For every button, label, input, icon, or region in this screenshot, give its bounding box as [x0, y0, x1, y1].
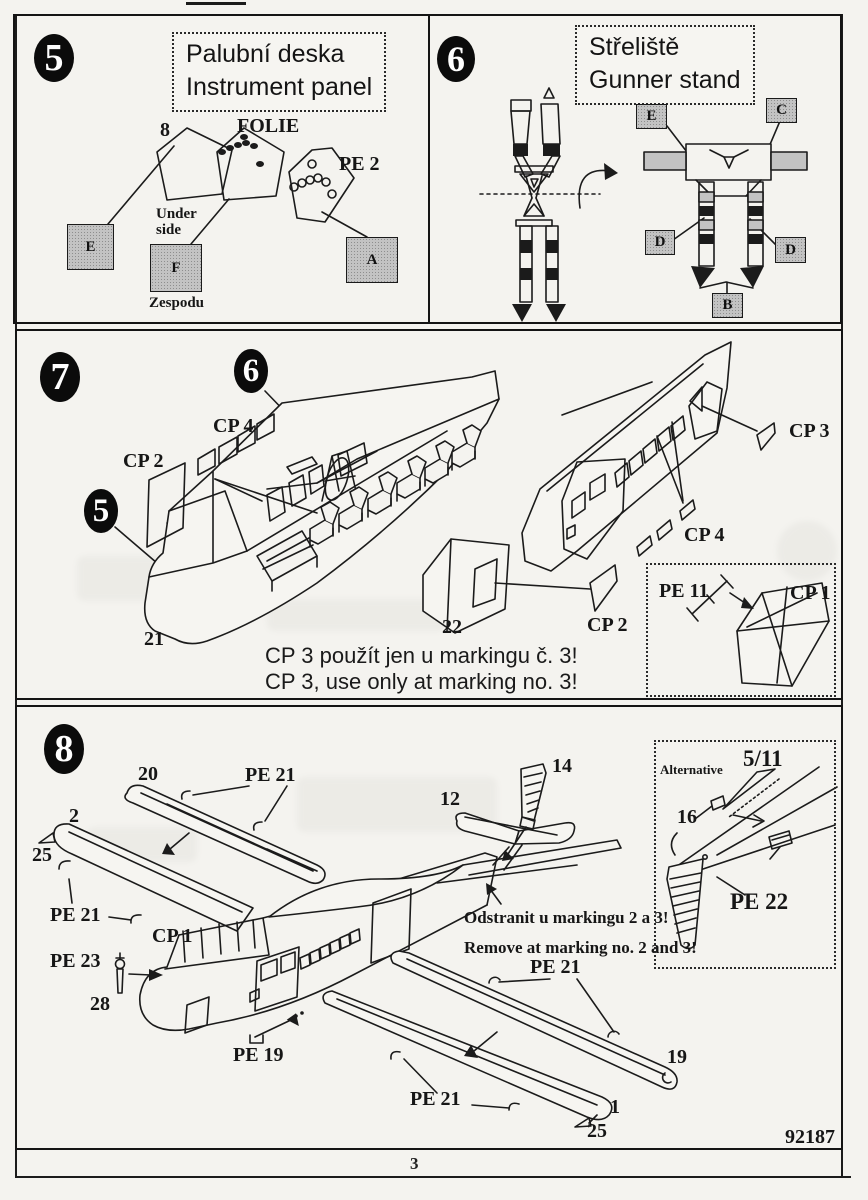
step6-title-cz: Střeliště — [589, 33, 680, 61]
alternative-label: Alternative — [660, 762, 723, 777]
part8-label: 8 — [160, 119, 170, 141]
sprue-letter-a: A — [366, 251, 378, 268]
sprue-letter-d-right: D — [785, 241, 796, 258]
step8-number-badge — [44, 724, 84, 774]
sprue-box-e6 — [636, 104, 667, 129]
step5-title-cz: Palubní deska — [186, 40, 345, 68]
pe22-label: PE 22 — [730, 889, 789, 914]
pe19-pointer — [250, 1012, 301, 1043]
pe23-label: PE 23 — [50, 950, 101, 972]
sprue-box-d-left — [645, 230, 675, 255]
pe11-label: PE 11 — [659, 580, 709, 602]
zespodu-label: Zespodu — [149, 295, 205, 311]
sprue-box-a — [346, 237, 398, 283]
step7-number: 7 — [50, 356, 70, 398]
fuselage-assembly-drawing — [140, 840, 621, 1033]
step7-panel — [15, 329, 843, 700]
page-border-bottom — [17, 1176, 851, 1178]
sprue-letter-d-left: D — [654, 234, 666, 250]
cp2-right-part — [590, 565, 617, 611]
step8-note-en: Remove at marking no. 2 and 3! — [464, 938, 697, 957]
sprue-letter-c: C — [776, 102, 787, 118]
cp3-label: CP 3 — [789, 420, 830, 442]
step5-number-badge — [34, 34, 74, 82]
underside-label-line1: Under — [156, 206, 197, 222]
sprue-box-d-right — [775, 237, 806, 263]
step8-number: 8 — [54, 728, 74, 770]
part2-label: 2 — [69, 805, 79, 827]
part-5-11-label: 5/11 — [743, 746, 783, 771]
sprue-letter-e: E — [85, 238, 96, 255]
part14-label: 14 — [552, 755, 572, 777]
step5-reference: 5 — [92, 492, 110, 529]
cp1-label: CP 1 — [152, 925, 193, 947]
part28-label: 28 — [90, 993, 110, 1015]
scan-artifact-dash — [186, 2, 246, 5]
step6-title-en: Gunner stand — [589, 66, 741, 94]
part20-label: 20 — [138, 763, 158, 785]
part16-label: 16 — [677, 806, 697, 828]
sprue-box-e — [67, 224, 114, 270]
part22-label: 22 — [442, 616, 462, 638]
step6-number-badge — [437, 36, 475, 82]
step5-panel — [13, 14, 430, 324]
step6-panel — [428, 14, 842, 324]
sprue-box-b — [712, 293, 743, 318]
step8-panel — [15, 705, 843, 1150]
sprue-box-f — [150, 244, 202, 292]
catalog-number: 92187 — [785, 1126, 835, 1148]
sprue-box-c — [766, 98, 797, 123]
part1-label: 1 — [610, 1096, 620, 1118]
pe2-label: PE 2 — [339, 153, 380, 175]
page-number: 3 — [410, 1154, 419, 1173]
pe21-top-label: PE 21 — [245, 764, 296, 786]
pe21-bottom-label: PE 21 — [410, 1088, 461, 1110]
pe21-left-label: PE 21 — [50, 904, 101, 926]
part25-bottom-label: 25 — [587, 1120, 607, 1142]
step5-title-en: Instrument panel — [186, 73, 373, 101]
step6-reference: 6 — [242, 352, 260, 389]
pe21-mid-label: PE 21 — [530, 956, 581, 978]
cp2-left-label: CP 2 — [123, 450, 164, 472]
cp2-right-label: CP 2 — [587, 614, 628, 636]
step6-title-box — [575, 25, 755, 105]
wing-part1-drawing — [323, 991, 612, 1127]
folie-film-part — [217, 128, 284, 200]
sprue-letter-b: B — [722, 297, 733, 313]
cp4-right-label: CP 4 — [684, 524, 725, 546]
pe23-part-and-arrow — [116, 953, 164, 993]
step8-note-cz: Odstranit u markingu 2 a 3! — [464, 908, 669, 927]
step7-number-badge — [40, 352, 80, 402]
stabilizer-part12-drawing — [456, 813, 575, 870]
step6-number: 6 — [447, 39, 465, 79]
folie-label: FOLIE — [237, 115, 300, 137]
step5-number: 5 — [44, 37, 64, 79]
step6-reference-badge — [234, 349, 268, 393]
step5-reference-badge — [84, 489, 118, 533]
pe19-label: PE 19 — [233, 1044, 284, 1066]
cp1-inset-label: CP 1 — [790, 582, 831, 604]
cp4-left-label: CP 4 — [213, 415, 254, 437]
underside-label-line2: side — [156, 222, 182, 238]
step7-note-en: CP 3, use only at marking no. 3! — [265, 669, 578, 694]
gunner-stand-front-view — [511, 88, 566, 322]
step7-note-cz: CP 3 použít jen u markingu č. 3! — [265, 643, 578, 668]
sprue-letter-f: F — [171, 259, 181, 276]
rotate-arrow — [579, 163, 618, 208]
step5-title-box — [172, 32, 386, 112]
sprue-letter-e6: E — [646, 108, 657, 124]
part19-label: 19 — [667, 1046, 687, 1068]
part21-label: 21 — [144, 628, 164, 650]
part25-left-label: 25 — [32, 844, 52, 866]
gunner-stand-rear-view — [644, 121, 807, 293]
part12-label: 12 — [440, 788, 460, 810]
